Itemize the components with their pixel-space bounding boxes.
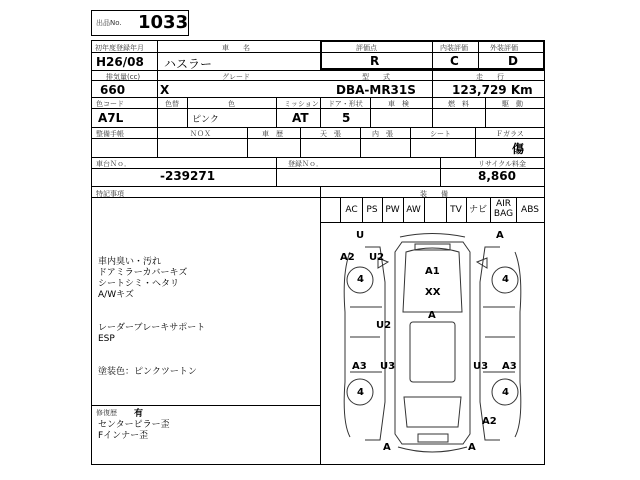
remark-line: A/Wキズ	[98, 290, 134, 300]
fglass-value: 傷	[512, 142, 525, 156]
doors-value: 5	[342, 111, 351, 125]
year-label: 初年度登録年月	[95, 44, 144, 52]
grade-value: X	[160, 83, 170, 97]
lot-number: 1033	[138, 12, 189, 33]
mission-label: ミッション	[284, 100, 319, 108]
repair-line: センターピラー歪	[98, 420, 170, 430]
remark-line: レーダーブレーキサポート	[98, 323, 206, 333]
mark-a2-left: A2	[340, 252, 355, 263]
equip-aw: AW	[406, 205, 421, 215]
manual-label: 整備手帳	[96, 130, 124, 138]
lot-label: 出品No.	[96, 19, 122, 27]
mark-u-front-left: U	[356, 230, 365, 241]
mark-a-roof: A	[428, 310, 436, 321]
equip-navi: ナビ	[468, 205, 487, 215]
seat-label: シート	[430, 130, 451, 138]
mark-a3-left: A3	[352, 361, 367, 372]
reg-label: 登録Ｎｏ．	[288, 160, 323, 168]
equip-pw: PW	[385, 205, 400, 215]
remark-line: 車内臭い・汚れ	[98, 257, 162, 267]
mark-a3-right: A3	[502, 361, 517, 372]
colorcode-value: A7L	[98, 111, 124, 125]
model-value: DBA-MR31S	[336, 83, 416, 97]
mark-a-front-right: A	[496, 230, 504, 241]
remark-line: ドアミラーカバーキズ	[98, 268, 188, 278]
mark-a1: A1	[425, 266, 440, 277]
tire-rl: 4	[357, 387, 364, 398]
colorcode-label: 色コード	[96, 100, 124, 108]
recycle-value: 8,860	[478, 169, 516, 183]
equip-abs: ABS	[521, 205, 539, 215]
mark-u2-left: U2	[369, 252, 385, 263]
fglass-label: Ｆガラス	[496, 130, 524, 138]
equip-ps: PS	[366, 205, 378, 215]
tire-fl: 4	[357, 274, 364, 285]
equip-ac: AC	[345, 205, 358, 215]
name-value: ハスラー	[164, 57, 213, 71]
mileage-value: 123,729 Km	[452, 83, 533, 97]
mileage-label: 走 行	[476, 73, 504, 81]
color-value: ピンク	[192, 115, 219, 125]
equip-airbag: AIR BAG	[493, 199, 514, 219]
displacement-value: 660	[100, 83, 126, 97]
repair-line: Fインナー歪	[98, 431, 149, 441]
drive-label: 駆 動	[502, 100, 523, 108]
mark-u3-left: U3	[380, 361, 396, 372]
score-value: R	[370, 54, 380, 68]
remark-line: 塗装色：ピンクツートン	[98, 367, 197, 377]
repair-value: 有	[134, 409, 144, 419]
mark-xx: XX	[425, 287, 441, 298]
exterior-label: 外装評価	[490, 44, 518, 52]
fuel-label: 燃 料	[448, 100, 469, 108]
remark-line: ESP	[98, 334, 115, 344]
name-label: 車 名	[222, 44, 250, 52]
chassis-label: 車台Ｎｏ．	[96, 160, 131, 168]
exterior-value: D	[508, 54, 518, 68]
recycle-label: リサイクル料金	[478, 160, 527, 168]
doors-label: ドア・形状	[328, 100, 363, 108]
mark-a-rear-left: A	[383, 442, 391, 453]
grade-label: グレード	[222, 73, 250, 81]
tire-fr: 4	[502, 274, 509, 285]
equip-tv: TV	[450, 205, 462, 215]
displacement-label: 排気量(cc)	[106, 73, 141, 81]
remarks-label: 特記事項	[96, 190, 124, 198]
model-label: 型 式	[362, 73, 390, 81]
mark-a-rear-right: A	[468, 442, 476, 453]
mark-u2-door: U2	[376, 320, 392, 331]
equipment-label: 装 備	[420, 190, 448, 198]
remark-line: シートシミ・ヘタリ	[98, 279, 180, 289]
year-value: H26/08	[96, 55, 144, 69]
interior-label: 内装評価	[440, 44, 468, 52]
history-label: 車 歴	[262, 130, 283, 138]
nox-label: ＮＯＸ	[190, 130, 211, 138]
inspection-label: 車 検	[388, 100, 409, 108]
sunroof-label: 天 張	[320, 130, 341, 138]
mission-value: AT	[292, 111, 309, 125]
mark-a2-rear: A2	[482, 416, 497, 427]
score-label: 評価点	[356, 44, 377, 52]
tire-rr: 4	[502, 387, 509, 398]
repair-label: 修復歴	[96, 409, 117, 417]
color-label: 色	[228, 100, 235, 108]
mark-u3-right: U3	[473, 361, 489, 372]
colorfam-label: 色替	[165, 100, 179, 108]
chassis-value: -239271	[160, 169, 216, 183]
interior2-label: 内 張	[372, 130, 393, 138]
interior-value: C	[450, 54, 459, 68]
